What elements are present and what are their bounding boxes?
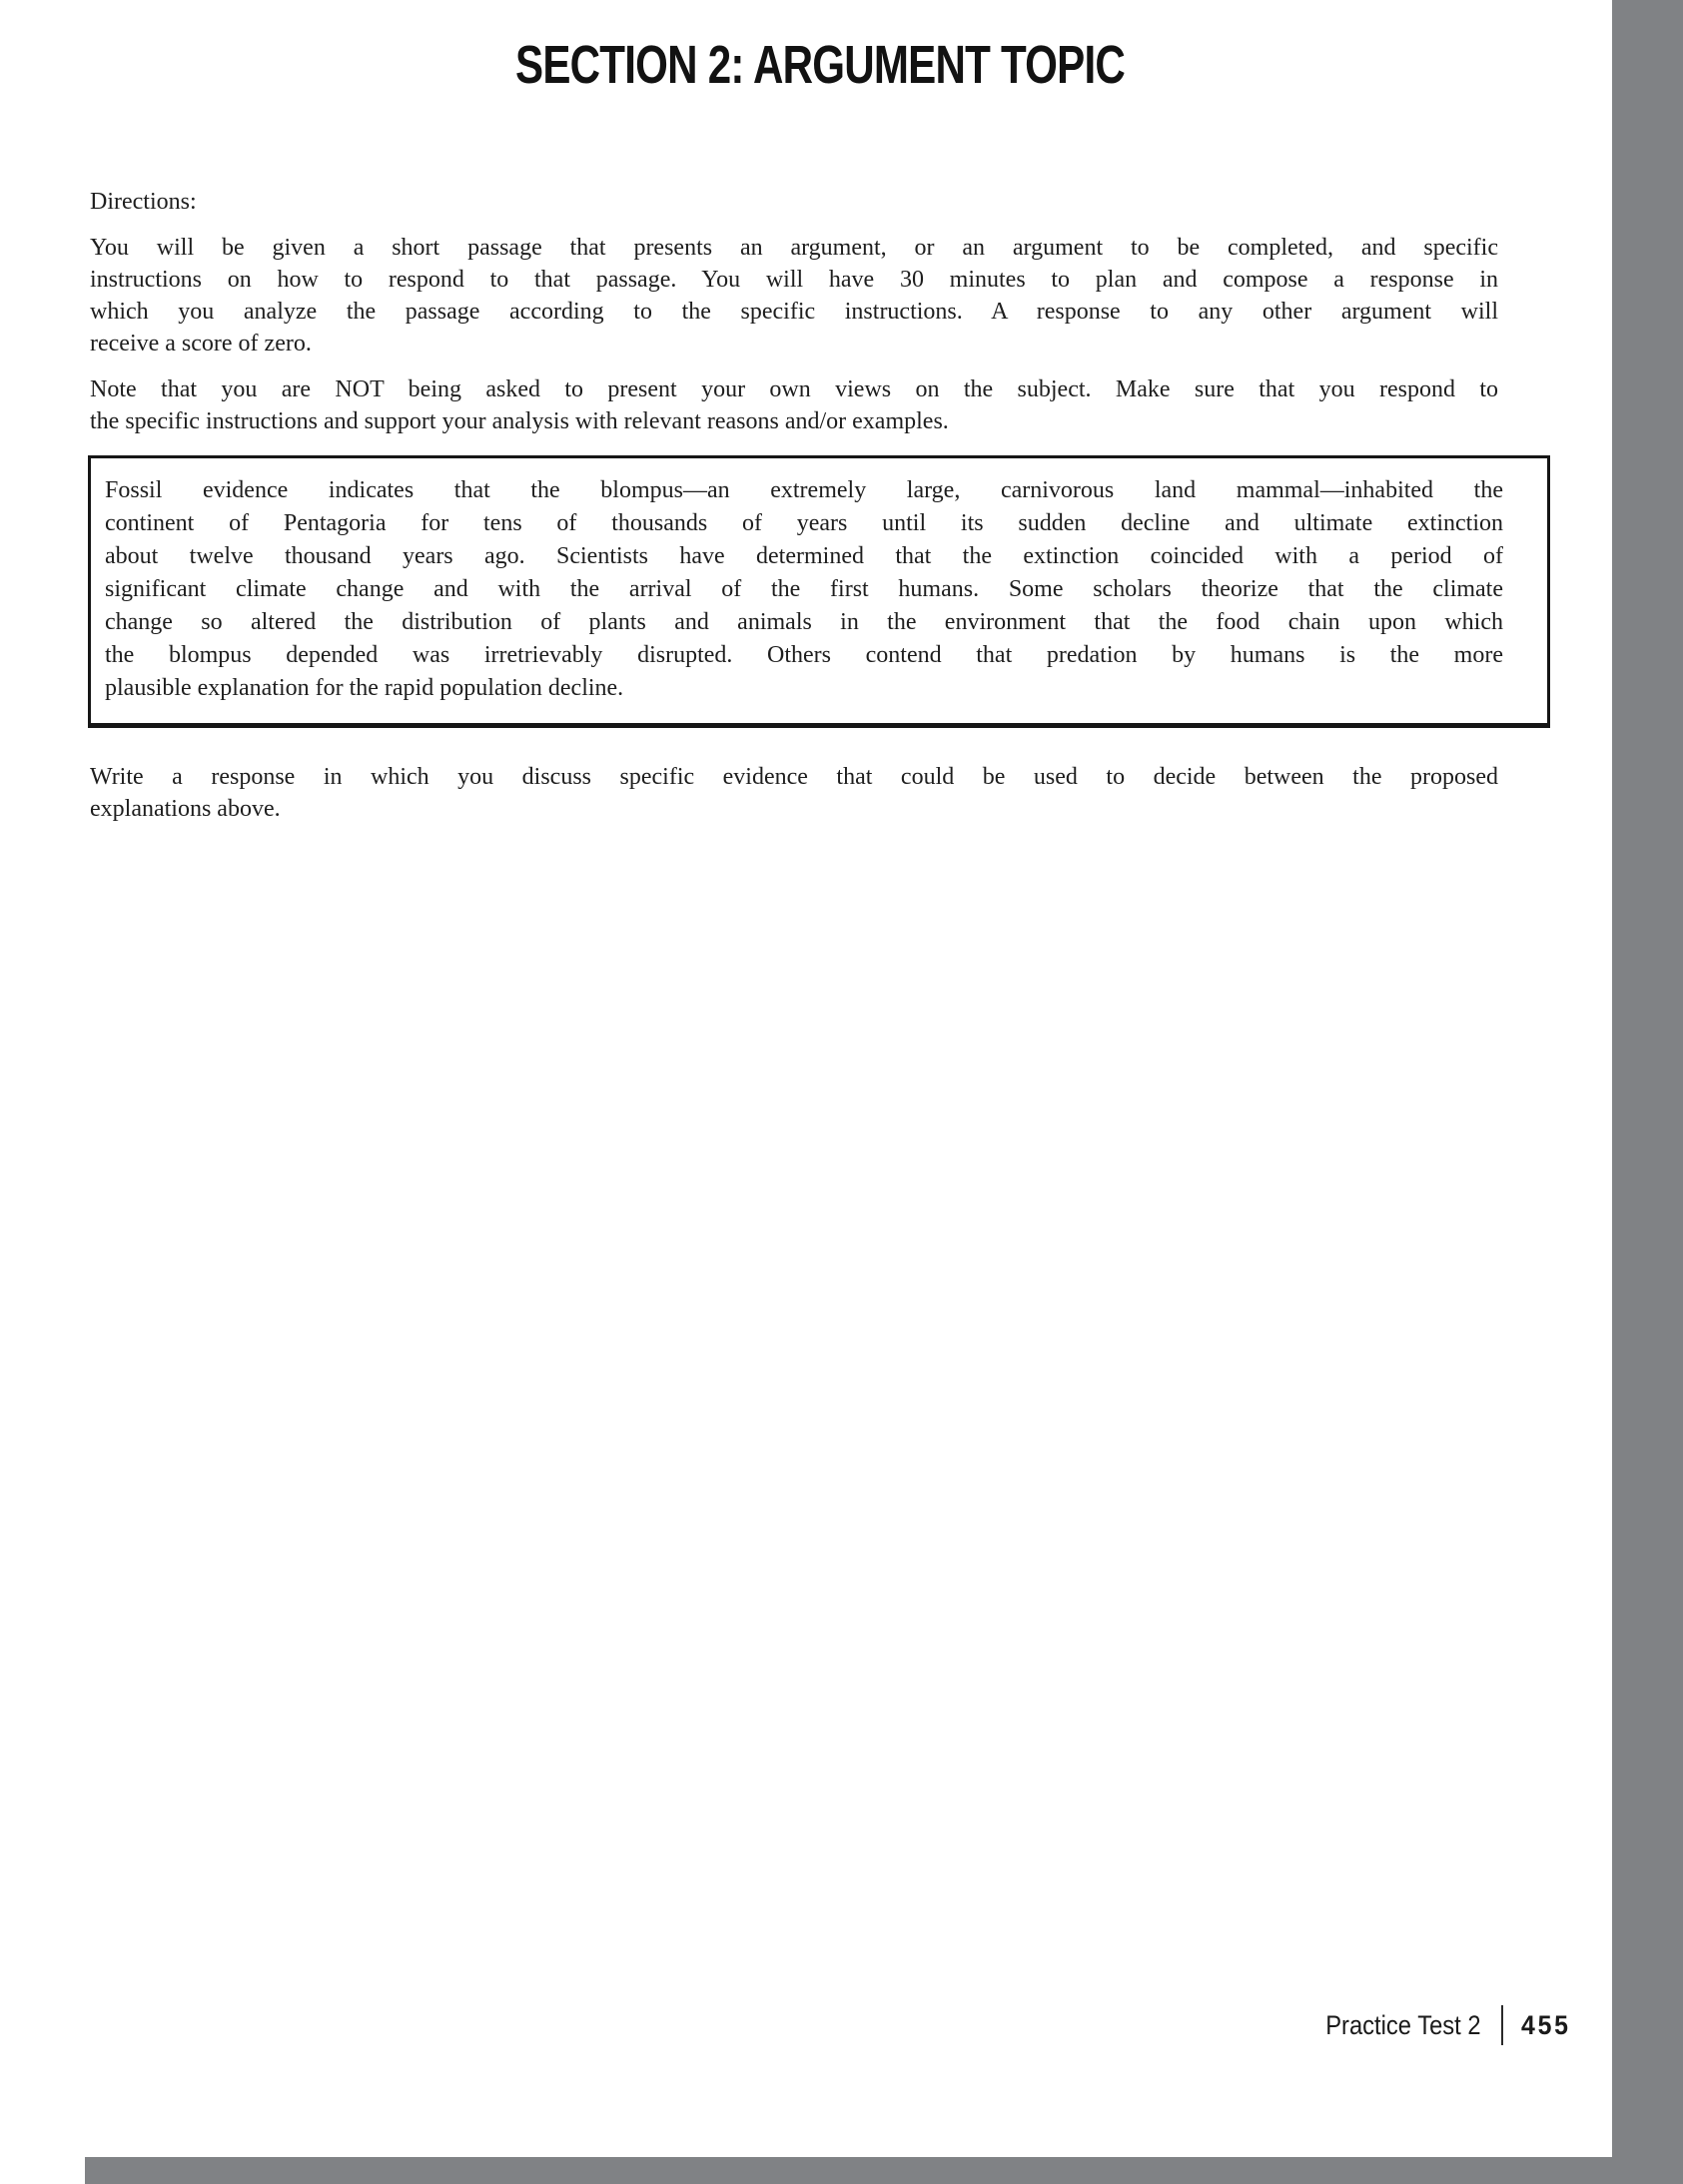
passage-line: Fossil evidence indicates that the blompus—an extremely large, carnivorous land mammal—inhabited the [105, 477, 1503, 503]
page-footer [90, 2005, 1575, 2045]
page-title [90, 34, 1550, 96]
directions-paragraph-1 [90, 232, 1498, 360]
footer-section-label: Practice Test 2 [1325, 2009, 1481, 2040]
text-line: receive a score of zero. [90, 331, 312, 357]
text-line: the specific instructions and support your analysis with relevant reasons and/or examples. [90, 408, 949, 434]
text-line: instructions on how to respond to that passage. You will have 30 minutes to plan and compose a response in [90, 267, 1498, 293]
passage-line: continent of Pentagoria for tens of thousands of years until its sudden decline and ultimate extinction [105, 510, 1503, 536]
passage-line: significant climate change and with the arrival of the first humans. Some scholars theorize that the climate [105, 576, 1503, 602]
page-edge-band-right [1612, 0, 1683, 2184]
text-line: explanations above. [90, 796, 281, 822]
passage-line: about twelve thousand years ago. Scientists have determined that the extinction coincided with a period of [105, 543, 1503, 569]
text-line: Write a response in which you discuss specific evidence that could be used to decide between the proposed [90, 764, 1498, 790]
passage-line: plausible explanation for the rapid population decline. [105, 675, 624, 701]
page-edge-band-bottom [85, 2157, 1683, 2184]
passage-line: change so altered the distribution of plants and animals in the environment that the food chain upon which [105, 609, 1503, 635]
footer-divider [1501, 2005, 1503, 2045]
task-instruction [90, 761, 1498, 825]
directions-paragraph-2 [90, 373, 1498, 437]
passage-line: the blompus depended was irretrievably disrupted. Others contend that predation by humans is the more [105, 642, 1503, 668]
footer-page-number: 455 [1520, 2009, 1571, 2040]
text-line: You will be given a short passage that presents an argument, or an argument to be completed, and specific [90, 235, 1498, 261]
directions-label: Directions: [90, 189, 197, 215]
page-title-text: SECTION 2: ARGUMENT TOPIC [514, 35, 1125, 95]
text-line: which you analyze the passage according to the specific instructions. A response to any other argument will [90, 299, 1498, 325]
text-line: Note that you are NOT being asked to present your own views on the subject. Make sure that you respond to [90, 376, 1498, 402]
argument-passage-box [88, 455, 1550, 728]
